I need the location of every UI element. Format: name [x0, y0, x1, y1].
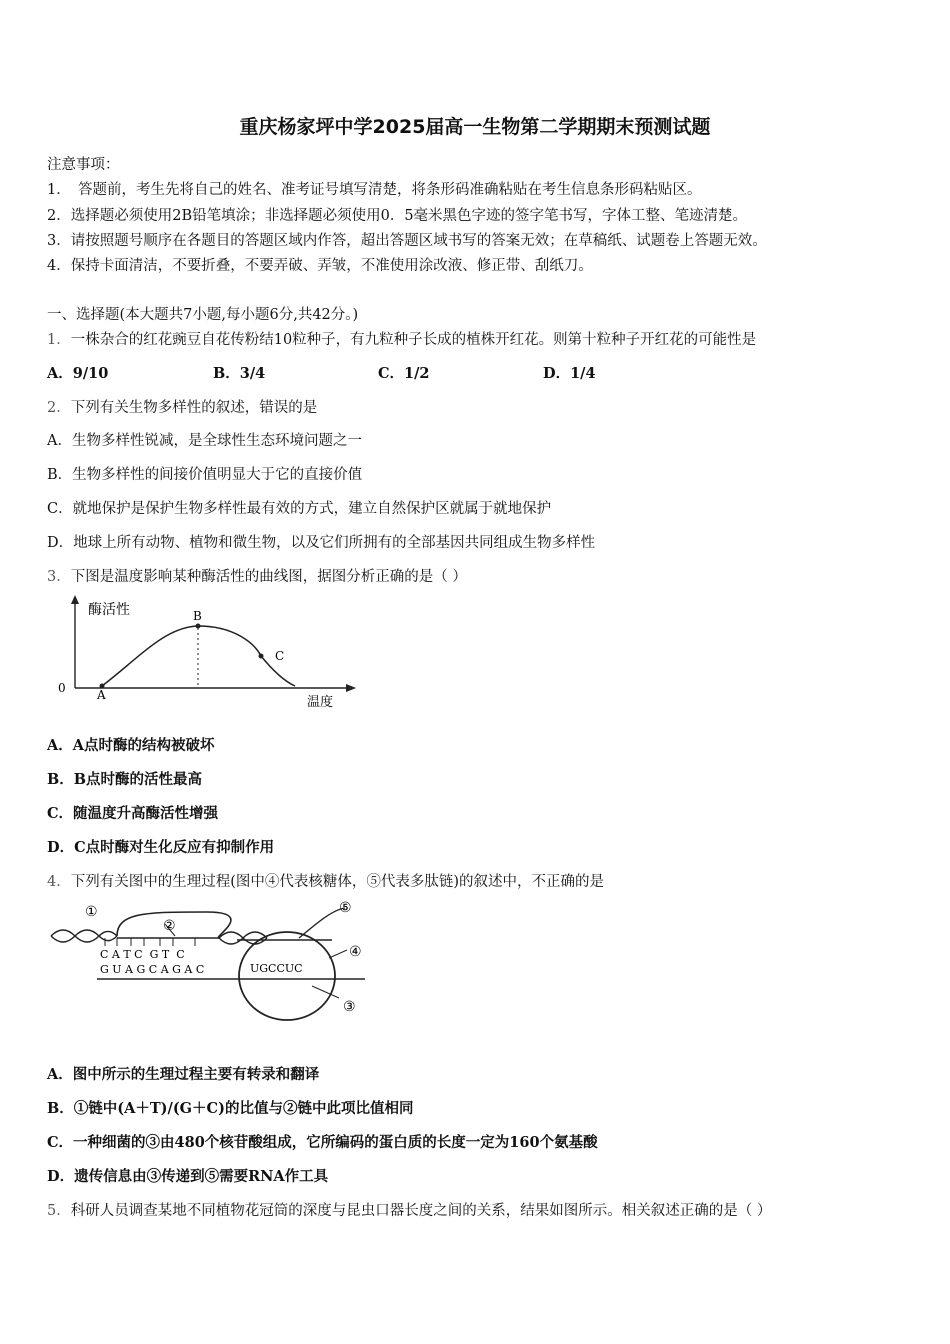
q2-option-a[interactable]: A．生物多样性锐减，是全球性生态环境问题之一 [47, 433, 362, 449]
question-3 [47, 565, 467, 586]
question-stem: 下图是温度影响某种酶活性的曲线图，据图分析正确的是（ ） [70, 569, 467, 585]
point-c-label: C [275, 649, 285, 663]
question-4 [47, 870, 604, 891]
dna-sequence: C A T C G T C [100, 948, 185, 961]
label-1: ① [85, 904, 98, 920]
q3-option-c[interactable]: C．随温度升高酶活性增强 [47, 805, 219, 822]
q1-option-a[interactable]: A．9/10 [47, 365, 109, 382]
question-stem: 下列有关图中的生理过程(图中④代表核糖体，⑤代表多肽链)的叙述中，不正确的是 [70, 874, 605, 890]
q3-option-d[interactable]: D．C点时酶对生化反应有抑制作用 [47, 839, 275, 856]
question-number: 4． [47, 874, 71, 890]
q4-option-d[interactable]: D．遗传信息由③传递到⑤需要RNA作工具 [47, 1168, 329, 1185]
q2-option-b[interactable]: B．生物多样性的间接价值明显大于它的直接价值 [47, 467, 363, 483]
x-axis-arrow-icon [346, 684, 356, 692]
question-2 [47, 396, 317, 417]
enzyme-temperature-figure [50, 592, 370, 712]
question-stem: 一株杂合的红花豌豆自花传粉结10粒种子，有九粒种子长成的植株开红花。则第十粒种子开红花的可能性是 [70, 332, 757, 348]
point-c [259, 654, 264, 659]
y-axis-arrow-icon [71, 595, 79, 604]
notice-heading: 注意事项： [47, 157, 120, 173]
question-number: 3． [47, 569, 71, 585]
point-a-label: A [97, 688, 106, 702]
q4-option-c[interactable]: C．一种细菌的③由480个核苷酸组成，它所编码的蛋白质的长度一定为160个氨基酸 [47, 1134, 598, 1151]
point-b-label: B [193, 609, 202, 623]
q3-option-b[interactable]: B．B点时酶的活性最高 [47, 771, 203, 788]
base-pair-ticks [105, 938, 195, 946]
q2-option-d[interactable]: D．地球上所有动物、植物和微生物，以及它们所拥有的全部基因共同组成生物多样性 [47, 535, 596, 551]
q1-option-c[interactable]: C．1/2 [378, 365, 430, 382]
ribosome-4 [239, 932, 335, 1020]
notice-item: 3．请按照题号顺序在各题目的答题区域内作答，超出答题区域书写的答案无效；在草稿纸、试题卷上答题无效。 [47, 233, 767, 249]
x-axis-label: 温度 [307, 695, 334, 710]
question-5 [47, 1199, 771, 1220]
q3-option-a[interactable]: A．A点时酶的结构被破坏 [47, 737, 215, 754]
label-3: ③ [343, 999, 356, 1015]
mrna-codons: UGCCUC [250, 962, 303, 975]
question-1 [47, 328, 756, 349]
y-axis-label: 酶活性 [88, 602, 130, 618]
q1-option-d[interactable]: D．1/4 [543, 365, 596, 382]
q4-option-b[interactable]: B．①链中(A＋T)/(G＋C)的比值与②链中此项比值相同 [47, 1100, 414, 1117]
rna-sequence: G U A G C A G A C [100, 963, 205, 976]
q2-option-c[interactable]: C．就地保护是保护生物多样性最有效的方式，建立自然保护区就属于就地保护 [47, 501, 552, 517]
question-stem: 科研人员调查某地不同植物花冠筒的深度与昆虫口器长度之间的关系，结果如图所示。相关叙述正确的是（ ） [70, 1203, 772, 1219]
label-4: ④ [349, 944, 362, 960]
question-number: 1． [47, 332, 71, 348]
question-number: 2． [47, 400, 71, 416]
notice-item: 2．选择题必须使用2B铅笔填涂；非选择题必须使用0．5毫米黑色字迹的签字笔书写，字体工整、笔迹清楚。 [47, 208, 748, 224]
section-heading: 一、选择题(本大题共7小题,每小题6分,共42分。) [47, 307, 359, 323]
notice-item: 4．保持卡面清洁，不要折叠，不要弄破、弄皱，不准使用涂改液、修正带、刮纸刀。 [47, 258, 593, 274]
q4-option-a[interactable]: A．图中所示的生理过程主要有转录和翻译 [47, 1066, 320, 1083]
point-b [196, 624, 201, 629]
origin-label: 0 [58, 681, 66, 695]
page-title: 重庆杨家坪中学2025届高一生物第二学期期末预测试题 [239, 116, 711, 138]
label-2: ② [163, 918, 176, 934]
notice-item: 1． 答题前，考生先将自己的姓名、准考证号填写清楚，将条形码准确粘贴在考生信息条形码粘贴区。 [47, 182, 702, 198]
q1-option-b[interactable]: B．3/4 [213, 365, 266, 382]
question-stem: 下列有关生物多样性的叙述，错误的是 [70, 400, 318, 416]
question-number: 5． [47, 1203, 71, 1219]
transcription-translation-figure [47, 898, 377, 1030]
label-5: ⑤ [339, 900, 352, 916]
